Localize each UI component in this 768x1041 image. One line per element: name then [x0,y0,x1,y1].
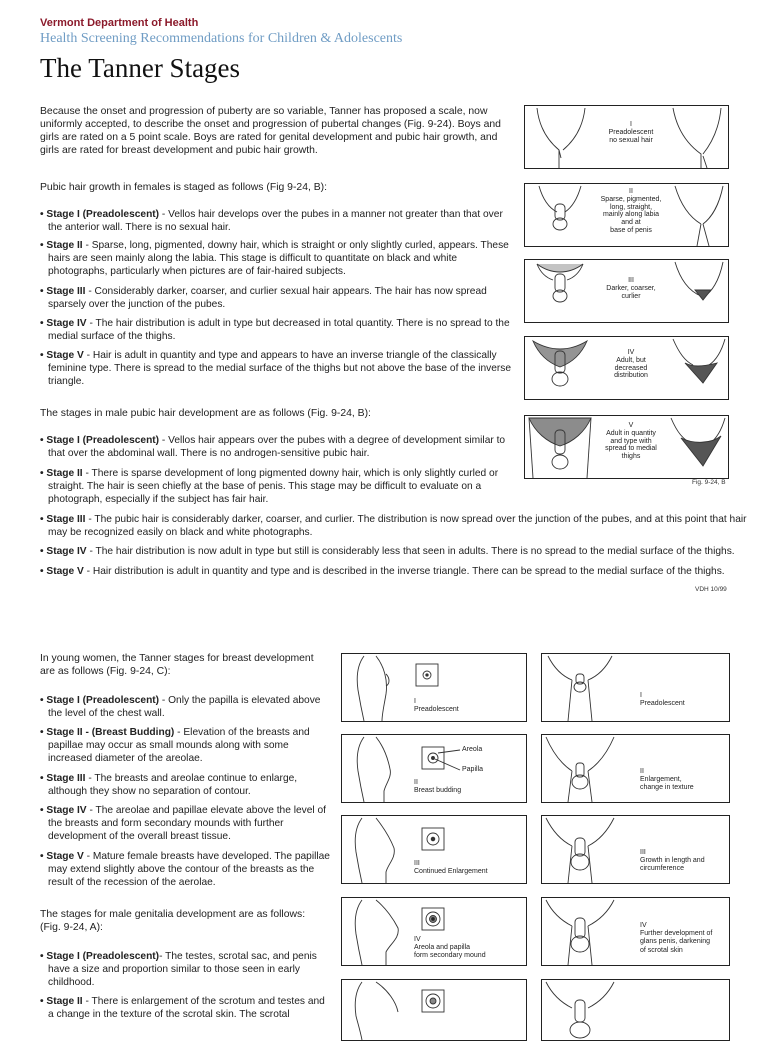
stage-text: - There is enlargement of the scrotum and testes and a change in the texture of the scrotal skin. The scrotal [48,996,325,1020]
pubic-hair-figure-stage-4 [524,336,729,400]
figure-caption [640,922,726,955]
female-pubic-intro: Pubic hair growth in females is staged as follows (Fig 9-24, B): [40,182,328,193]
genital-figure-stage-5 [541,979,730,1041]
figure-caption [414,860,514,876]
male-pubic-stage-5: • Stage V - Hair distribution is adult in quantity and type and is described in the inverse triangle. There can be spread to the medial surface of the thighs. [40,566,725,577]
stage-text: - The breasts and areolae continue to enlarge, although they show no separation of contour. [48,773,298,797]
breast-stage-5: • Stage V - Mature female breasts have developed. The papillae may extend slightly above the contour of the breasts as the result of the recession of the aerolae. [40,851,330,888]
female-pubic-stage-2: • Stage II - Sparse, long, pigmented, downy hair, which is straight or only slightly curled, appears. These hairs are seen mainly along the labia. This stage is difficult to quantitate on black and white photographs, particularly when pictures are of fair-haired subjects. [40,240,509,277]
stage-text: - Vellos hair appears over the pubes with a degree of development similar to that over the abdominal wall. There is no androgen-sensitive pubic hair. [48,435,506,459]
stage-number: IV [640,922,647,929]
stage-heading: Stage V [46,851,84,862]
breast-illustration [342,980,526,1040]
stage-caption: Enlargement, change in texture [640,776,694,792]
stage-number: II [640,768,644,775]
intro-paragraph: Because the onset and progression of puberty are so variable, Tanner has proposed a scale, now uniformly accepted, to describe the onset and progression of pubertal changes (Fig. 9-24). Boys and girls are rated on a 5 point scale. Boys are rated for genital development and pubic hair growth, and girls are rated for breast development and pubic hair growth. [40,106,501,157]
stage-heading: Stage IV [46,546,87,557]
figure-caption [595,121,667,144]
figure-caption [640,692,726,708]
stage-caption: Preadolescent no sexual hair [608,128,654,144]
stage-text: - Sparse, long, pigmented, downy hair, which is straight or only slightly curled, appears. These hairs are seen mainly along the labia. This stage is difficult to quantitate on black and white photographs, particularly when pictures are of fair-haired subjects. [48,240,509,277]
stage-caption: Preadolescent [640,700,685,708]
stage-number: II [414,779,418,786]
stage-heading: Stage IV [46,805,87,816]
page-title: The Tanner Stages [40,53,241,83]
figure-caption [595,188,667,235]
stage-heading: Stage I (Preadolescent) [46,695,160,706]
figure-caption [640,849,726,874]
stage-caption: Adult, but decreased distribution [614,356,648,380]
figure-caption [595,349,667,380]
stage-caption: Breast budding [414,787,462,795]
genital-figure-stage-1 [541,653,730,722]
stage-text: - There is sparse development of long pigmented downy hair, which is only slightly curled or straight. The hair is seen chiefly at the base of penis. This stage may be difficult to evaluate on a photograph, especially if the subject has fair hair. [48,468,499,505]
stage-text: - Vellos hair develops over the pubes in a manner not greater than that over the anterior wall. There is no sexual hair. [48,209,503,233]
stage-number: IV [414,936,421,943]
genital-figure-stage-3 [541,815,730,884]
organization-name: Vermont Department of Health [40,17,199,29]
breast-stage-2: • Stage II - (Breast Budding) - Elevation of the breasts and papillae may occur as small mounds along with some increased diameter of the areolae. [40,727,310,764]
stage-text: - The testes, scrotal sac, and penis have a size and proportion similar to those seen in early childhood. [48,951,317,988]
stage-heading: Stage V [46,350,84,361]
pubic-hair-figure-stage-3 [524,259,729,323]
stage-text: - The hair distribution is adult in type but decreased in total quantity. There is no spread to the medial surface of the thighs. [48,318,510,342]
male-pubic-stage-2: • Stage II - There is sparse development of long pigmented downy hair, which is only slightly curled or straight. The hair is seen chiefly at the base of penis. This stage may be difficult to evaluate on a photograph, especially if the subject has fair hair. [40,468,499,505]
stage-heading: Stage II [46,240,83,251]
figure-reference-b: Fig. 9-24, B [692,479,726,486]
stage-caption: Areola and papilla form secondary mound [414,944,486,960]
figure-caption [595,422,667,461]
stage-heading: Stage III [46,286,86,297]
stage-caption: Growth in length and circumference [640,857,705,873]
document-subtitle: Health Screening Recommendations for Children & Adolescents [40,31,403,46]
stage-text: - The hair distribution is now adult in type but still is considerably less that seen in adults. There is no spread to the medial surface of the thighs. [86,546,735,557]
stage-number: III [628,277,634,284]
figure-caption [414,779,514,795]
stage-heading: Stage V [46,566,84,577]
stage-heading: Stage I (Preadolescent) [46,209,160,220]
stage-text: - Hair distribution is adult in quantity and type and is described in the inverse triangle. There can be spread to the medial surface of the thighs. [83,566,725,577]
breast-figure-stage-4 [341,897,527,966]
genitalia-stage-1: • Stage I (Preadolescent)- The testes, scrotal sac, and penis have a size and proportion similar to those seen in early childhood. [40,951,317,988]
genital-figure-stage-2 [541,734,730,803]
figure-caption [414,936,514,961]
stage-number: V [628,422,634,429]
figure-caption [640,768,726,793]
stage-text: - The areolae and papillae elevate above the level of the breasts and form secondary mounds with further development of the overall breast tissue. [48,805,326,842]
stage-heading: Stage II - (Breast Budding) [46,727,175,738]
genital-figure-stage-4 [541,897,730,966]
female-pubic-stage-5: • Stage V - Hair is adult in quantity and type and appears to have an inverse triangle of the classically feminine type. There is spread to the medial surface of the thighs but not above the base of the inverse triangle. [40,350,512,387]
stage-heading: Stage IV [46,318,87,329]
stage-text: - Considerably darker, coarser, and curlier sexual hair appears. The hair has now spread sparsely over the junction of the pubes. [48,286,487,310]
stage-number: IV [627,349,635,356]
breast-figure-stage-5 [341,979,527,1041]
breast-stage-1: • Stage I (Preadolescent) - Only the papilla is elevated above the level of the chest wall. [40,695,321,719]
breast-figure-stage-1 [341,653,527,722]
stage-text: - Hair is adult in quantity and type and appears to have an inverse triangle of the classically feminine type. There is spread to the medial surface of the thighs but not above the base of the inverse triangle. [48,350,512,387]
stage-text: - Mature female breasts have developed. The papillae may extend slightly above the contour of the breasts as the result of the recession of the aerolae. [48,851,330,888]
stage-heading: Stage I (Preadolescent) [46,435,160,446]
stage-caption: Continued Enlargement [414,868,488,876]
breast-stage-3: • Stage III - The breasts and areolae continue to enlarge, although they show no separation of contour. [40,773,298,797]
papilla-label: Papilla [462,766,484,773]
pubic-hair-figure-stage-2 [524,183,729,247]
stage-number: III [640,849,646,856]
pubic-hair-figure-stage-1 [524,105,729,169]
breast-intro: In young women, the Tanner stages for breast development are as follows (Fig. 9-24, C): [40,653,314,678]
version-code: VDH 10/99 [695,586,727,593]
stage-caption: Preadolescent [414,706,459,714]
stage-caption: Darker, coarser, curlier [606,284,656,300]
stage-number: III [414,860,420,867]
breast-stage-4: • Stage IV - The areolae and papillae elevate above the level of the breasts and form secondary mounds with further development of the overall breast tissue. [40,805,326,842]
male-pubic-intro: The stages in male pubic hair development are as follows (Fig. 9-24, B): [40,408,371,419]
stage-heading: Stage II [46,468,83,479]
stage-heading: Stage II [46,996,83,1007]
male-pubic-stage-4: • Stage IV - The hair distribution is now adult in type but still is considerably less that seen in adults. There is no spread to the medial surface of the thighs. [40,546,735,557]
breast-figure-stage-3 [341,815,527,884]
stage-number: I [640,692,642,699]
genitalia-stage-2: • Stage II - There is enlargement of the scrotum and testes and a change in the texture of the scrotal skin. The scrotal [40,996,325,1020]
figure-caption [414,698,514,714]
pubic-hair-figure-stage-5 [524,415,729,479]
male-pubic-stage-3: • Stage III - The pubic hair is considerably darker, coarser, and curlier. The distribution is now spread over the junction of the pubes, and at this point that hair may be recognized easily on black and white photographs. [40,514,747,538]
stage-heading: Stage I (Preadolescent) [46,951,160,962]
female-pubic-stage-1: • Stage I (Preadolescent) - Vellos hair develops over the pubes in a manner not greater than that over the anterior wall. There is no sexual hair. [40,209,503,233]
female-pubic-stage-3: • Stage III - Considerably darker, coarser, and curlier sexual hair appears. The hair has now spread sparsely over the junction of the pubes. [40,286,487,310]
stage-text: - Only the papilla is elevated above the level of the chest wall. [48,695,321,719]
stage-number: I [414,698,416,705]
areola-label: Areola [462,746,483,753]
genitalia-intro: The stages for male genitalia development are as follows: (Fig. 9-24, A): [40,909,306,934]
genital-illustration [542,980,729,1040]
stage-text: - Elevation of the breasts and papillae may occur as small mounds along with some increased diameter of the areolae. [48,727,310,764]
stage-caption: Sparse, pigmented, long, straight, mainly along labia and at base of penis [600,195,662,234]
stage-text: - The pubic hair is considerably darker, coarser, and curlier. The distribution is now spread over the junction of the pubes, and at this point that hair may be recognized easily on black and white photographs. [48,514,747,538]
stage-caption: Adult in quantity and type with spread to medial thighs [605,429,657,461]
figure-caption [595,277,667,300]
stage-caption: Further development of glans penis, darkening of scrotal skin [640,930,713,954]
stage-number: I [630,121,632,128]
genital-illustration [542,654,729,721]
female-pubic-stage-4: • Stage IV - The hair distribution is adult in type but decreased in total quantity. There is no spread to the medial surface of the thighs. [40,318,510,342]
stage-heading: Stage III [46,773,86,784]
male-pubic-stage-1: • Stage I (Preadolescent) - Vellos hair appears over the pubes with a degree of development similar to that over the abdominal wall. There is no androgen-sensitive pubic hair. [40,435,506,459]
breast-figure-stage-2 [341,734,527,803]
stage-number: II [629,188,633,195]
stage-heading: Stage III [46,514,86,525]
